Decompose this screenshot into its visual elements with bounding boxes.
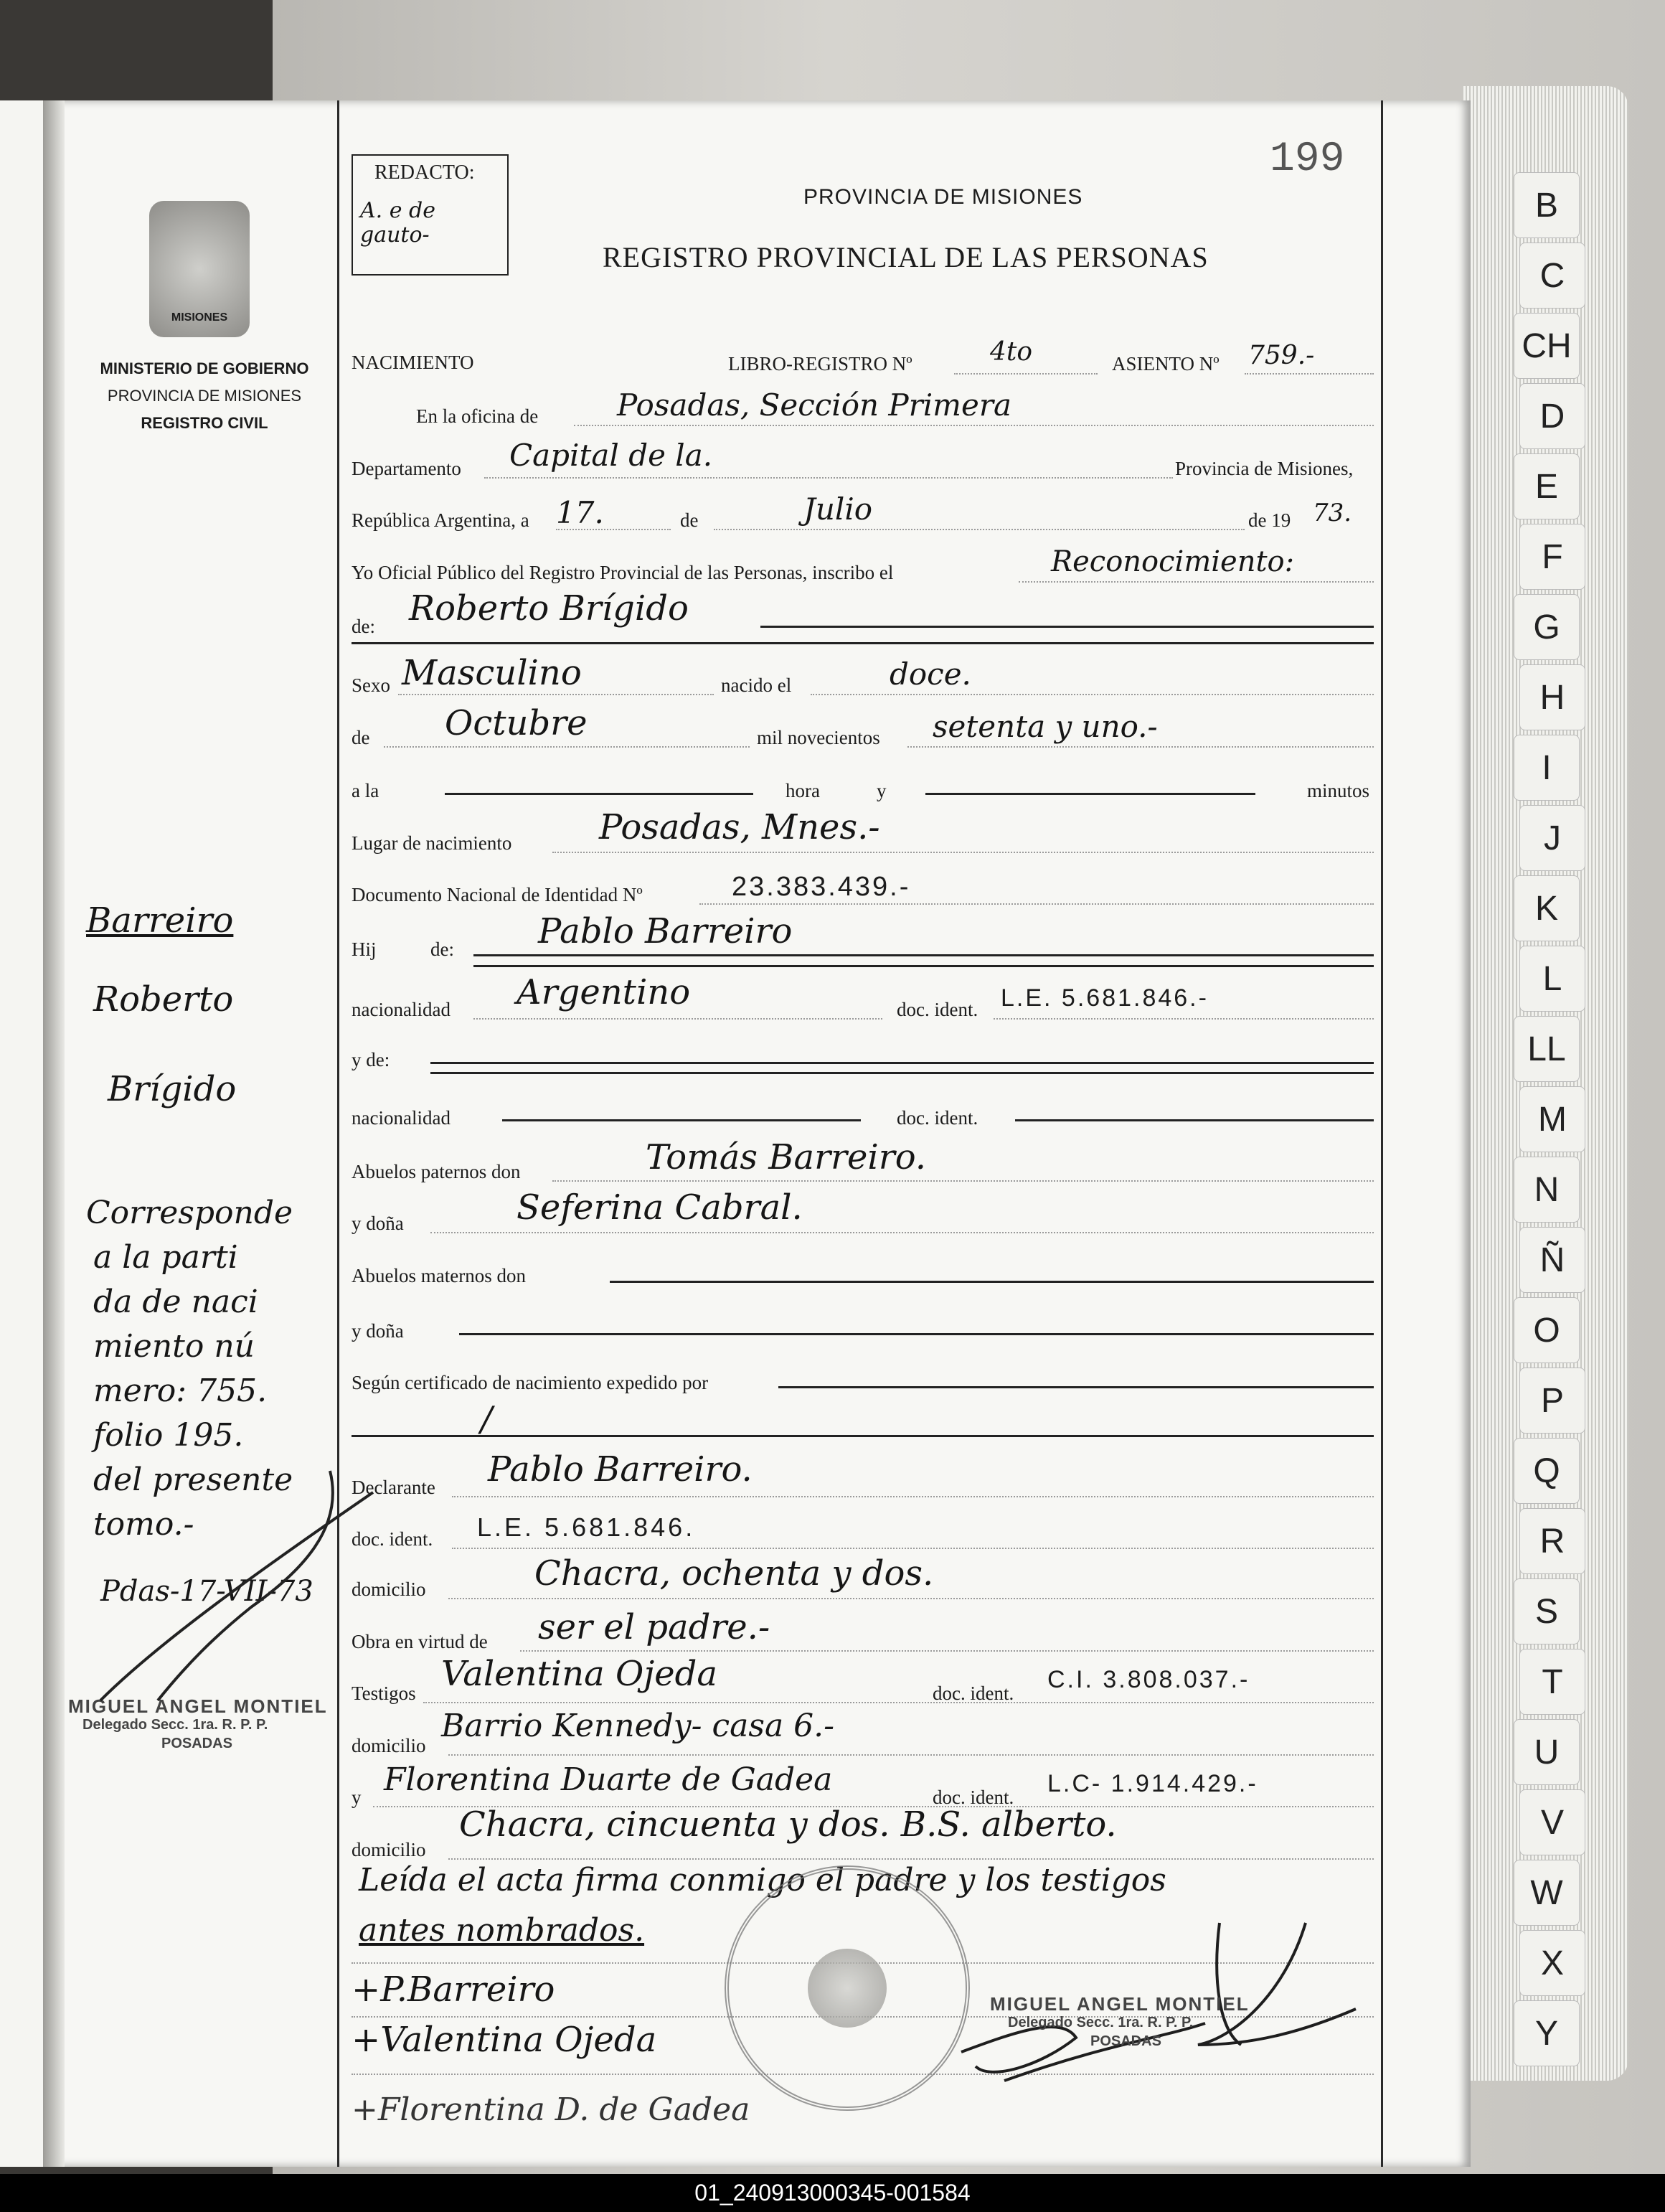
label-y-testigo2: y [352, 1787, 362, 1808]
label-nacido: nacido el [721, 674, 792, 696]
redacto-box [352, 154, 509, 276]
index-tab[interactable]: O [1514, 1297, 1580, 1363]
field-line [574, 425, 1374, 426]
field-line [907, 746, 1374, 748]
margin-note-line: miento nú [93, 1328, 255, 1365]
index-tab[interactable]: L [1519, 946, 1585, 1012]
registry-title: REGISTRO PROVINCIAL DE LAS PERSONAS [603, 241, 1209, 273]
field-line [448, 1598, 1374, 1599]
index-tab[interactable]: G [1514, 594, 1580, 660]
filler-line [430, 1072, 1374, 1074]
value-sexo: Masculino [402, 653, 582, 693]
signature-padre: +P.Barreiro [352, 1969, 555, 2010]
signature-testigo2: +Florentina D. de Gadea [352, 2091, 750, 2128]
label-domicilio-testigo1: domicilio [352, 1735, 426, 1756]
value-nombre: Roberto Brígido [409, 588, 689, 629]
label-oficina: En la oficina de [416, 405, 539, 427]
stamp-line: MIGUEL ANGEL MONTIEL [68, 1695, 328, 1717]
label-de-nombre: de: [352, 616, 375, 637]
filler-line [445, 793, 753, 795]
label-testigos: Testigos [352, 1682, 416, 1704]
book-gutter [43, 100, 65, 2167]
label-republica: República Argentina, a [352, 509, 529, 531]
value-dia: 17. [556, 495, 604, 530]
margin-surname: Barreiro [86, 900, 234, 941]
margin-note-line: del presente [93, 1462, 293, 1498]
closing-line-1: Leída el acta firma conmigo el padre y los testigos [359, 1862, 1166, 1898]
value-abuelo-paterno: Tomás Barreiro. [646, 1137, 927, 1177]
filler-line [925, 793, 1255, 795]
value-doc-declarante: L.E. 5.681.846. [477, 1512, 696, 1542]
index-tab[interactable]: T [1519, 1649, 1585, 1715]
label-provincia: Provincia de Misiones, [1175, 458, 1354, 479]
label-sexo: Sexo [352, 674, 390, 696]
margin-note-line: tomo.- [93, 1506, 194, 1543]
index-tab[interactable]: U [1514, 1719, 1580, 1785]
value-doc-testigo2: L.C- 1.914.429.- [1047, 1770, 1258, 1797]
label-hij: Hij [352, 938, 377, 960]
index-tab[interactable]: I [1514, 735, 1580, 801]
filler-line [430, 1062, 1374, 1064]
province-heading: PROVINCIA DE MISIONES [803, 185, 1083, 209]
margin-note-line: mero: 755. [93, 1373, 268, 1409]
label-abuelos-maternos: Abuelos maternos don [352, 1265, 526, 1286]
index-tab[interactable]: K [1514, 875, 1580, 941]
redacto-value: A. e de gauto- [360, 198, 435, 248]
stamp-line: MIGUEL ANGEL MONTIEL [990, 1993, 1250, 2015]
signature-testigo1: +Valentina Ojeda [352, 2020, 657, 2060]
value-libro: 4to [990, 337, 1033, 367]
label-domicilio-testigo2: domicilio [352, 1839, 426, 1860]
image-identifier: 01_240913000345-001584 [694, 2180, 971, 2206]
value-asiento: 759.- [1248, 341, 1315, 370]
right-margin-line [1381, 100, 1383, 2167]
seal-emblem [808, 1949, 887, 2028]
index-tab[interactable]: Ñ [1519, 1227, 1585, 1293]
value-nacionalidad-padre: Argentino [517, 972, 691, 1012]
filler-line [760, 626, 1374, 628]
ministry-line-3: REGISTRO CIVIL [141, 414, 268, 432]
index-tab[interactable]: B [1514, 172, 1580, 238]
margin-second-name: Brígido [108, 1069, 237, 1109]
index-tab[interactable]: M [1519, 1086, 1585, 1152]
value-acto: Reconocimiento: [1051, 545, 1295, 578]
coat-of-arms-seal [149, 201, 250, 337]
field-line [699, 903, 1374, 905]
redacto-label: REDACTO: [374, 161, 475, 184]
field-line [520, 1650, 1374, 1652]
label-a-la: a la [352, 780, 379, 801]
index-tab[interactable]: P [1519, 1368, 1585, 1434]
label-de: de [680, 509, 699, 531]
label-dni: Documento Nacional de Identidad Nº [352, 884, 643, 905]
field-line [484, 477, 1173, 479]
filler-line [459, 1333, 1374, 1335]
index-tab[interactable]: F [1519, 524, 1585, 590]
field-line [1019, 581, 1374, 583]
label-doc-declarante: doc. ident. [352, 1528, 433, 1550]
field-line [448, 1754, 1374, 1756]
label-de-padre: de: [430, 938, 454, 960]
index-tab[interactable]: N [1514, 1157, 1580, 1223]
value-declarante: Pablo Barreiro. [488, 1449, 753, 1489]
label-oficial: Yo Oficial Público del Registro Provincial de las Personas, inscribo el [352, 562, 894, 583]
seal-text: MISIONES [171, 311, 228, 324]
stamp-line: Delegado Secc. 1ra. R. P. P. [82, 1717, 268, 1733]
official-signature [933, 1865, 1392, 2102]
value-nacido: doce. [890, 656, 971, 692]
index-tab[interactable]: E [1514, 453, 1580, 519]
index-tab[interactable]: R [1519, 1508, 1585, 1574]
label-y-dona-materna: y doña [352, 1320, 404, 1342]
label-doc-testigo1: doc. ident. [933, 1682, 1014, 1704]
value-padre: Pablo Barreiro [538, 911, 793, 951]
filler-line [502, 1119, 861, 1121]
margin-line [337, 100, 339, 2167]
label-asiento: ASIENTO Nº [1112, 353, 1220, 375]
label-doc-testigo2: doc. ident. [933, 1787, 1014, 1808]
value-dni: 23.383.439.- [732, 872, 911, 902]
index-tab[interactable]: CH [1514, 313, 1580, 379]
value-domicilio-testigo1: Barrio Kennedy- casa 6.- [441, 1708, 835, 1744]
label-abuelos-paternos: Abuelos paternos don [352, 1161, 521, 1182]
label-segun: Según certificado de nacimiento expedido por [352, 1372, 709, 1393]
field-line [714, 529, 1245, 530]
field-line [430, 1232, 1374, 1233]
label-declarante: Declarante [352, 1477, 435, 1498]
label-y: y [877, 780, 887, 801]
ministry-line-1: MINISTERIO DE GOBIERNO [100, 359, 309, 377]
index-tab[interactable]: X [1519, 1930, 1585, 1996]
value-testigo2: Florentina Duarte de Gadea [384, 1761, 833, 1798]
index-tab[interactable]: H [1519, 664, 1585, 730]
index-tab[interactable]: V [1519, 1789, 1585, 1855]
label-de-year: de 19 [1248, 509, 1291, 531]
margin-place-date: Pdas-17-VII-73 [100, 1575, 313, 1608]
ministry-block [79, 355, 330, 437]
index-tab[interactable]: Y [1514, 2000, 1580, 2066]
label-mil: mil novecientos [757, 727, 880, 748]
label-nacionalidad-madre: nacionalidad [352, 1107, 451, 1129]
label-y-de: y de: [352, 1049, 390, 1070]
label-doc-padre: doc. ident. [897, 999, 978, 1020]
image-identifier-bar [0, 2174, 1665, 2212]
value-mes: Julio [803, 491, 873, 527]
value-oficina: Posadas, Sección Primera [617, 387, 1011, 423]
value-mes-nac: Octubre [445, 703, 588, 743]
index-tab[interactable]: J [1519, 805, 1585, 871]
field-line [448, 1858, 1374, 1860]
margin-first-name: Roberto [93, 979, 234, 1020]
ministry-line-2: PROVINCIA DE MISIONES [107, 387, 302, 405]
field-line [423, 1702, 1374, 1703]
value-anio-nac: setenta y uno.- [933, 709, 1158, 744]
page-number: 199 [1270, 136, 1345, 183]
filler-line [778, 1386, 1374, 1388]
label-nacionalidad-padre: nacionalidad [352, 999, 451, 1020]
value-departamento: Capital de la. [509, 438, 713, 473]
index-tab[interactable]: C [1519, 243, 1585, 309]
label-nacimiento: NACIMIENTO [352, 352, 474, 373]
label-domicilio-declarante: domicilio [352, 1578, 426, 1600]
field-line [954, 373, 1098, 375]
index-tab[interactable]: D [1519, 383, 1585, 449]
filler-line [473, 965, 1374, 967]
label-obra: Obra en virtud de [352, 1631, 488, 1652]
filler-line [1015, 1119, 1374, 1121]
value-segun: / [481, 1399, 493, 1439]
field-line [1245, 373, 1374, 375]
label-de-mes: de [352, 727, 370, 748]
value-doc-testigo1: C.I. 3.808.037.- [1047, 1666, 1250, 1693]
margin-note-line: da de naci [93, 1284, 258, 1320]
filler-line [352, 642, 1374, 644]
field-line [994, 1018, 1374, 1020]
index-tab[interactable]: S [1514, 1578, 1580, 1644]
label-minutos: minutos [1307, 780, 1370, 801]
field-line [452, 1496, 1374, 1497]
filler-line [473, 954, 1374, 956]
label-departamento: Departamento [352, 458, 461, 479]
label-lugar: Lugar de nacimiento [352, 832, 512, 854]
label-hora: hora [786, 780, 820, 801]
value-testigo1: Valentina Ojeda [441, 1654, 717, 1694]
field-line [398, 694, 714, 695]
value-abuela-paterna: Seferina Cabral. [517, 1187, 803, 1228]
field-line [811, 694, 1374, 695]
filler-line [352, 1435, 1374, 1437]
label-libro: LIBRO-REGISTRO Nº [728, 353, 912, 375]
stamp-line: Delegado Secc. 1ra. R. P. P. [1008, 2015, 1194, 2030]
field-line [452, 1548, 1374, 1549]
label-y-dona-paterna: y doña [352, 1213, 404, 1234]
label-doc-madre: doc. ident. [897, 1107, 978, 1129]
field-line [473, 1018, 882, 1020]
stamp-line: POSADAS [161, 1736, 232, 1751]
value-anio: 73. [1313, 499, 1352, 527]
value-doc-padre: L.E. 5.681.846.- [1001, 984, 1209, 1012]
margin-note-line: a la parti [93, 1239, 238, 1276]
field-line [552, 852, 1374, 853]
value-domicilio-declarante: Chacra, ochenta y dos. [534, 1553, 934, 1594]
value-obra: ser el padre.- [538, 1607, 770, 1647]
margin-note-line: Corresponde [86, 1195, 293, 1231]
index-tab[interactable]: Q [1514, 1438, 1580, 1504]
field-line [552, 1180, 1374, 1182]
index-tab[interactable]: W [1514, 1860, 1580, 1926]
stamp-line: POSADAS [1090, 2033, 1161, 2049]
index-tab[interactable]: LL [1514, 1016, 1580, 1082]
value-lugar: Posadas, Mnes.- [599, 807, 880, 847]
margin-note-line: folio 195. [93, 1417, 244, 1454]
bottom-official-stamp [990, 1995, 1250, 2051]
filler-line [610, 1281, 1374, 1283]
value-domicilio-testigo2: Chacra, cincuenta y dos. B.S. alberto. [459, 1804, 1117, 1845]
closing-line-2: antes nombrados. [359, 1912, 645, 1949]
field-line [384, 746, 750, 748]
